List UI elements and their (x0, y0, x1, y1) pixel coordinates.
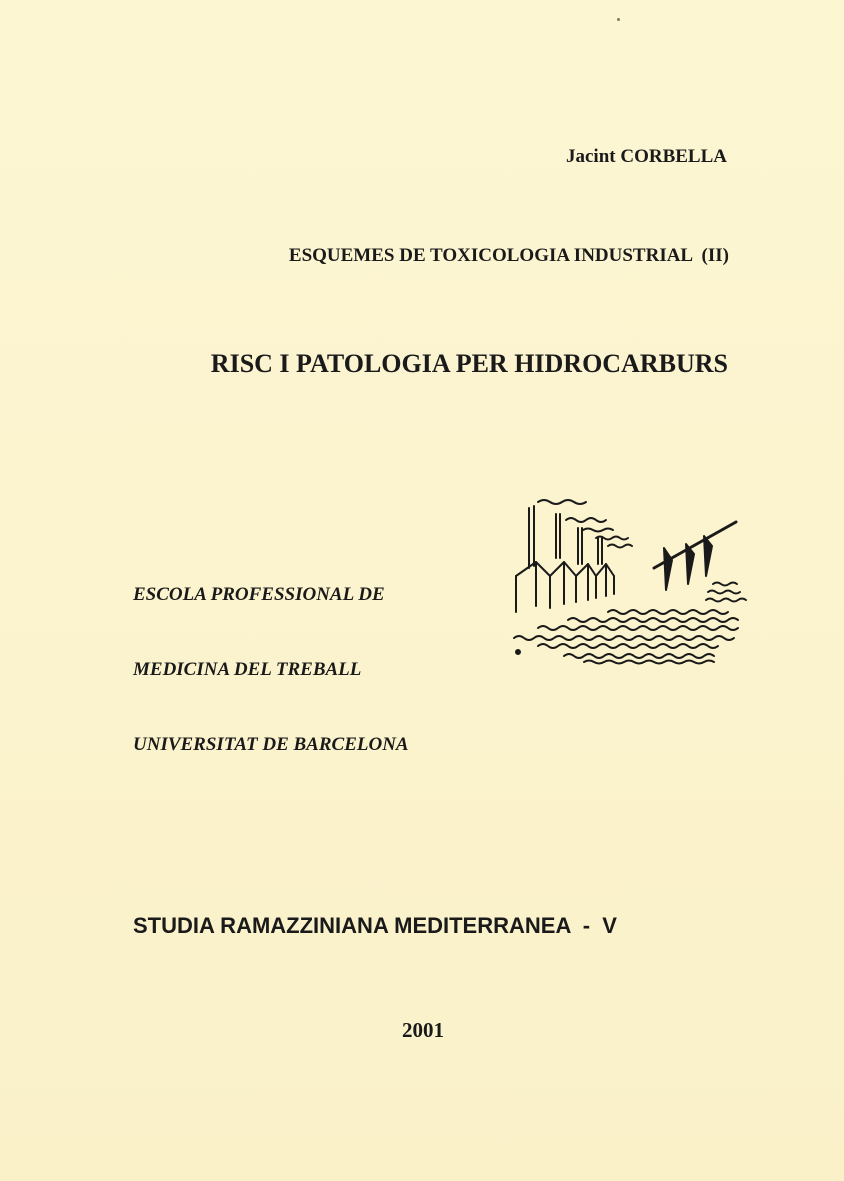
series-title: ESQUEMES DE TOXICOLOGIA INDUSTRIAL (II) (288, 245, 729, 266)
institution-line-1: ESCOLA PROFESSIONAL DE (133, 584, 385, 605)
author-name: Jacint CORBELLA (566, 146, 727, 167)
institution-line-2: MEDICINA DEL TREBALL (133, 659, 362, 680)
main-title: RISC I PATOLOGIA PER HIDROCARBURS (210, 349, 728, 378)
industry-harbor-emblem-icon (508, 492, 758, 672)
institution-line-3: UNIVERSITAT DE BARCELONA (133, 734, 409, 755)
publication-year: 2001 (402, 1018, 444, 1042)
collection-title: STUDIA RAMAZZINIANA MEDITERRANEA - V (133, 913, 617, 938)
paper-speck (617, 18, 620, 21)
